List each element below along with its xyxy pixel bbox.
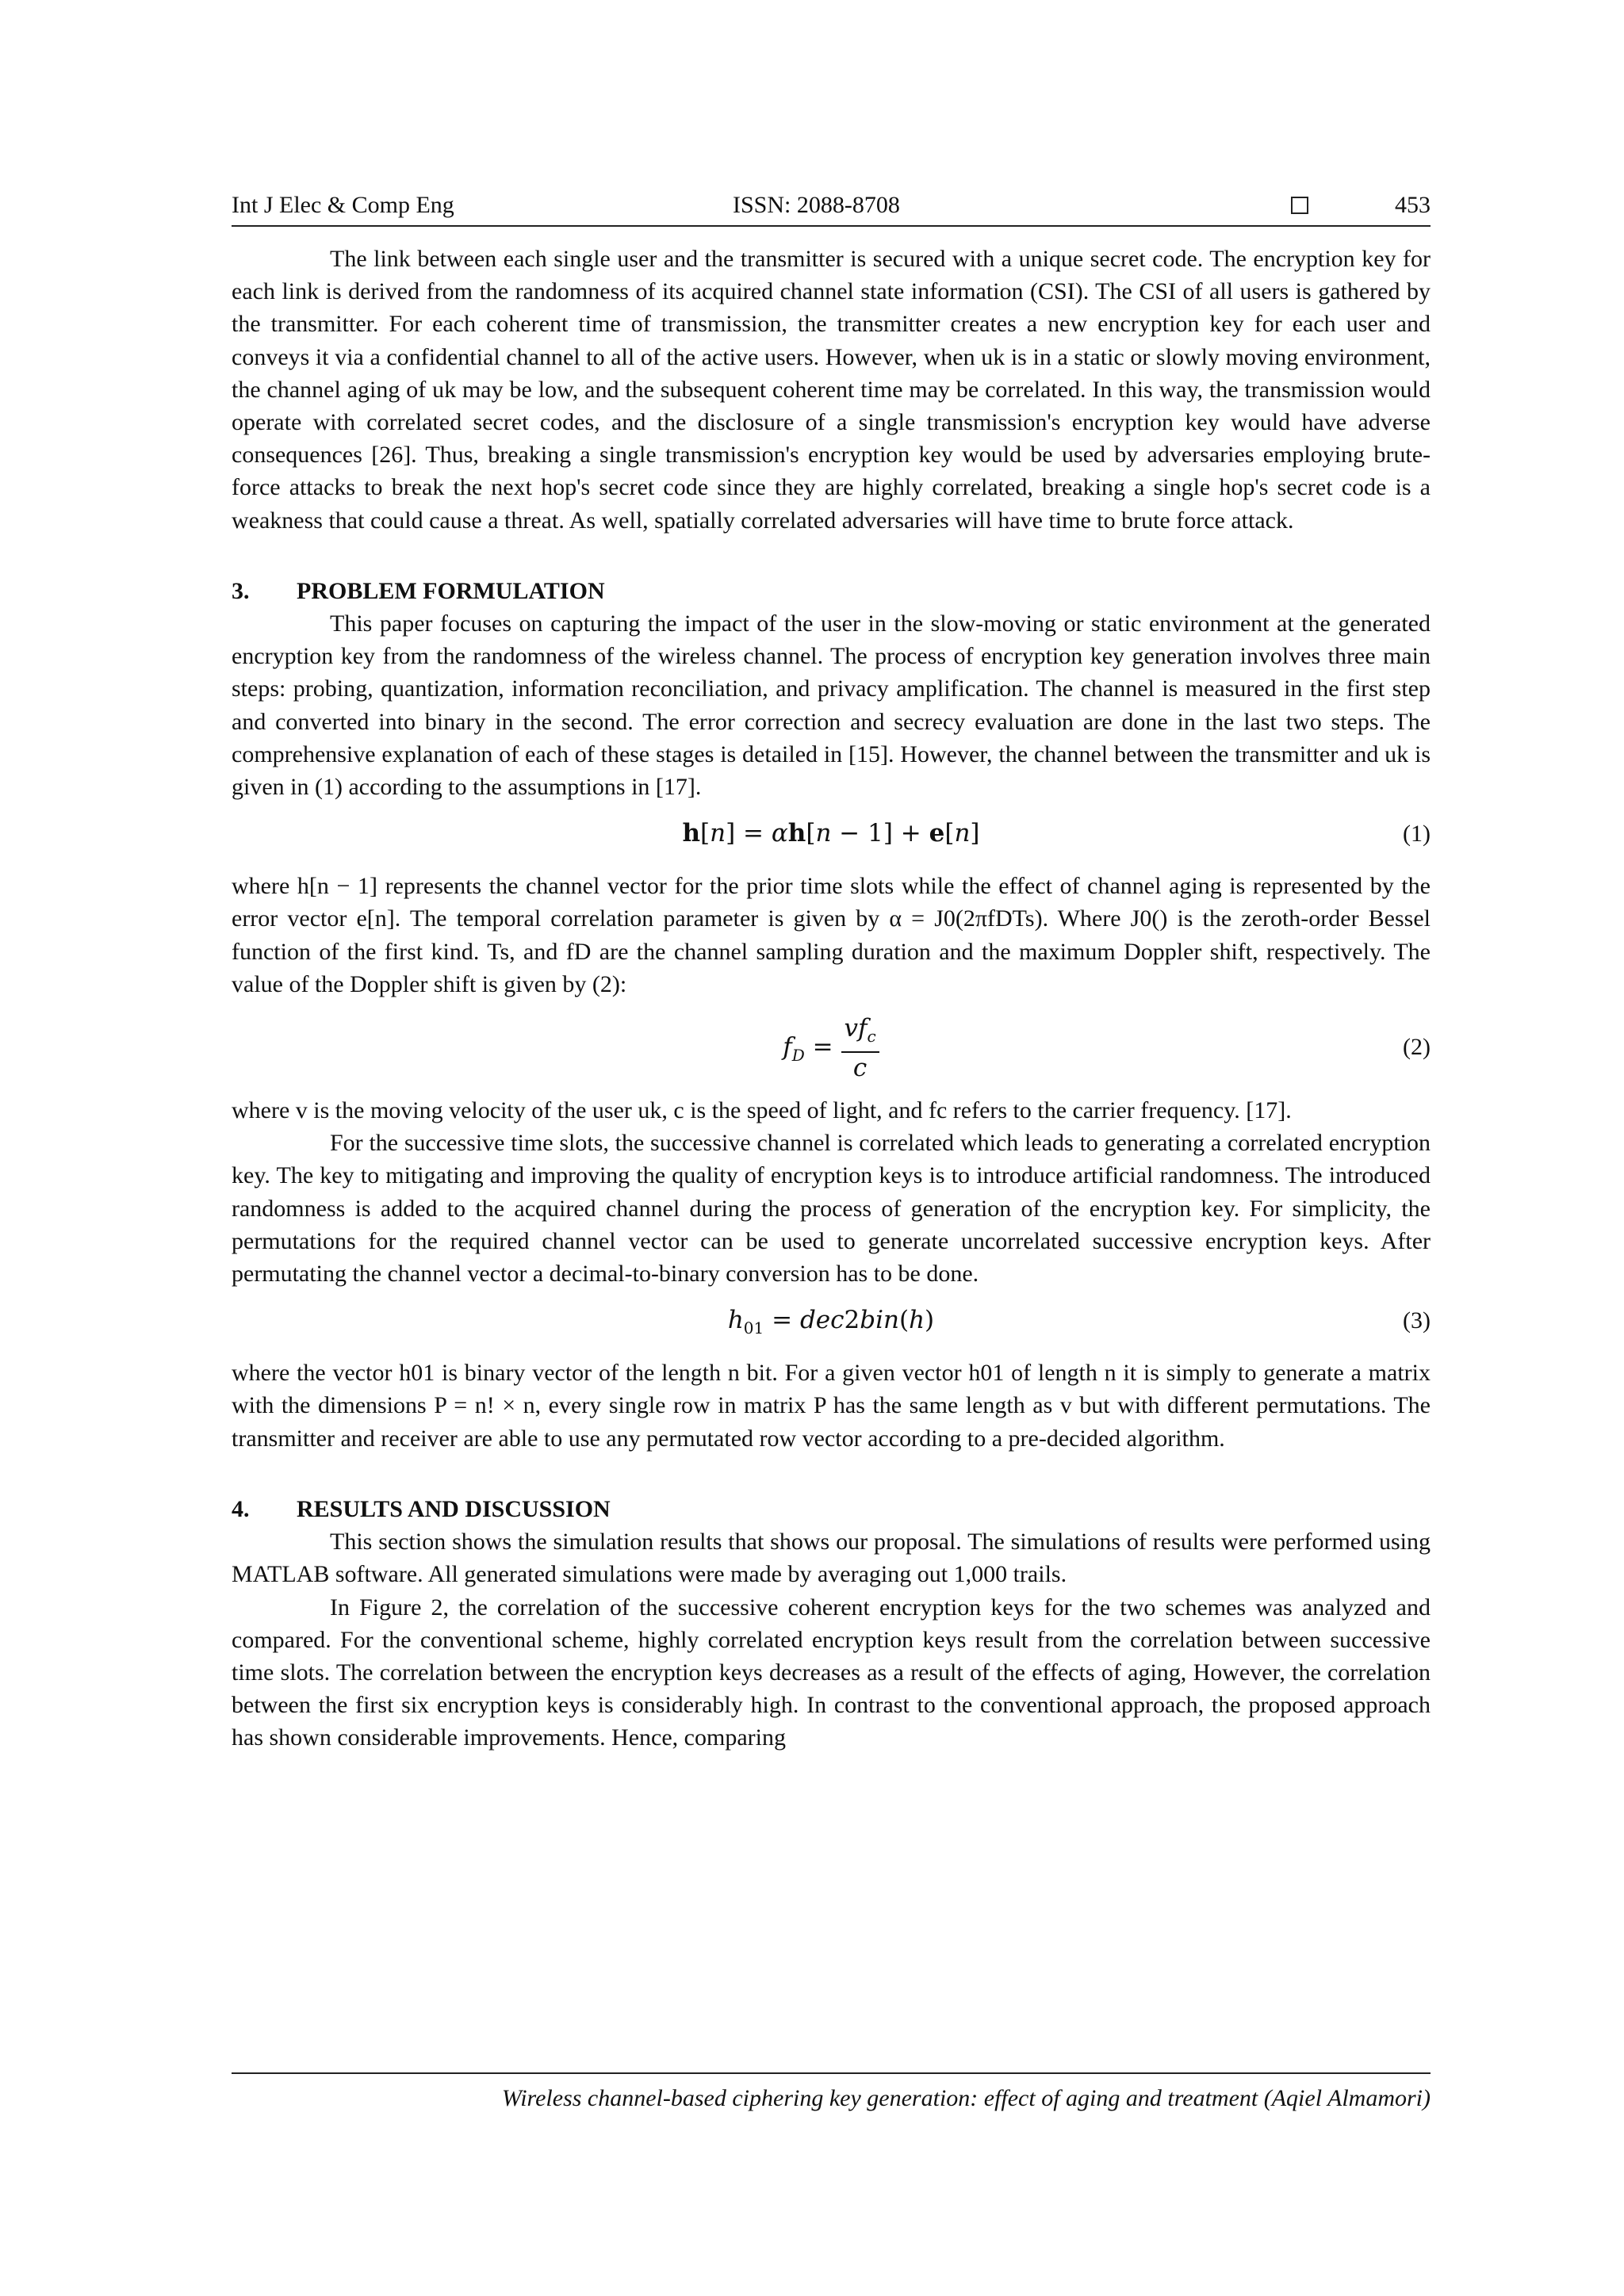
paragraph-8: In Figure 2, the correlation of the successive coherent encryption keys for the two schemes was analyzed and compared. For the conventional scheme, highly correlated encryption keys result from the correlation between successive time slots. The correlation between the encryption keys decreases as a result of the effects of aging, However, the correlation between the first six encryption keys is considerably high. In contrast to the conventional approach, the proposed approach has shown considerable improvements. Hence, comparing	[232, 1594, 1431, 1751]
equation-3-body: $h_{01} = dec2bin(h)$	[727, 1306, 935, 1338]
paragraph-3: where h[n − 1] represents the channel vector for the prior time slots while the effect of channel aging is represented by the error vector e[n]. The temporal correlation parameter is given by α = J0(2πfDTs). Where J0() is the zeroth-order Bessel function of the first kind. Ts, and fD are the channel sampling duration and the maximum Doppler shift, respectively. The value of the Doppler shift is given by (2):	[232, 873, 1431, 997]
equation-2-body: $f_D$ = $\frac{vf_c}{c}$	[232, 1013, 1431, 1083]
equation-1	[232, 803, 1431, 870]
paragraph-6: where the vector h01 is binary vector of the length n bit. For a given vector h01 of length n it is simply to generate a matrix with the dimensions P = n! × n, every single row in matrix P has the same length as v but with different permutations. The transmitter and receiver are able to use any permutated row vector according to a pre-decided algorithm.	[232, 1360, 1431, 1452]
section-3-heading	[232, 575, 1431, 607]
equation-number: (2)	[1403, 1034, 1431, 1061]
equation-number: (1)	[1403, 821, 1431, 848]
running-footer	[232, 2072, 1431, 2112]
section-title: RESULTS AND DISCUSSION	[297, 1495, 611, 1522]
paragraph-2: This paper focuses on capturing the impact of the user in the slow-moving or static environment at the generated encryption key from the randomness of the wireless channel. The process of encryption key generation involves three main steps: probing, quantization, information reconciliation, and privacy amplification. The channel is measured in the first step and converted into binary in the second. The error correction and secrecy evaluation are done in the last two steps. The comprehensive explanation of each of these stages is detailed in [15]. However, the channel between the transmitter and uk is given in (1) according to the assumptions in [17].	[232, 610, 1431, 801]
paragraph-4: where v is the moving velocity of the user uk, c is the speed of light, and fc refers to the carrier frequency. [17].	[232, 1097, 1292, 1124]
page-number: 453	[1395, 192, 1431, 218]
paragraph-1: The link between each single user and the transmitter is secured with a unique secret code. The encryption key for each link is derived from the randomness of its acquired channel state information (CSI). The CSI of all users is gathered by the transmitter. For each coherent time of transmission, the transmitter creates a new encryption key for each user and conveys it via a confidential channel to all of the active users. However, when uk is in a static or slowly moving environment, the channel aging of uk may be low, and the subsequent coherent time may be correlated. In this way, the transmission would operate with correlated secret codes, and the disclosure of a single transmission's encryption key would have adverse consequences [26]. Thus, breaking a single transmission's encryption key would be used by adversaries employing brute-force attacks to break the next hop's secret code since they are highly correlated, breaking a single hop's secret code is a weakness that could cause a threat. As well, spatially correlated adversaries will have time to brute force attack.	[232, 246, 1431, 534]
equation-number: (3)	[1403, 1307, 1431, 1334]
section-number: 3.	[232, 577, 250, 604]
equation-2	[232, 1001, 1431, 1094]
equation-3	[232, 1290, 1431, 1357]
running-header	[232, 189, 1431, 227]
issn: ISSN: 2088-8708	[733, 192, 900, 218]
equation-1-body: h[n] = αh[n − 1] + e[n]	[682, 819, 980, 848]
paragraph-7: This section shows the simulation results that shows our proposal. The simulations of results were performed using MATLAB software. All generated simulations were made by averaging out 1,000 trails.	[232, 1529, 1431, 1588]
footer-title: Wireless channel-based ciphering key generation: effect of aging and treatment (Aqiel Almamori)	[501, 2085, 1431, 2111]
square-icon	[1291, 197, 1308, 214]
journal-name: Int J Elec & Comp Eng	[232, 192, 454, 218]
page-body	[232, 189, 1431, 1755]
paragraph-5: For the successive time slots, the successive channel is correlated which leads to generating a correlated encryption key. The key to mitigating and improving the quality of encryption keys is to introduce artificial randomness. The introduced randomness is added to the acquired channel during the process of generation of the encryption key. For simplicity, the permutations for the required channel vector can be used to generate uncorrelated successive encryption keys. After permutating the channel vector a decimal-to-binary conversion has to be done.	[232, 1130, 1431, 1288]
section-title: PROBLEM FORMULATION	[297, 577, 605, 604]
section-number: 4.	[232, 1495, 250, 1522]
section-4-heading	[232, 1493, 1431, 1525]
